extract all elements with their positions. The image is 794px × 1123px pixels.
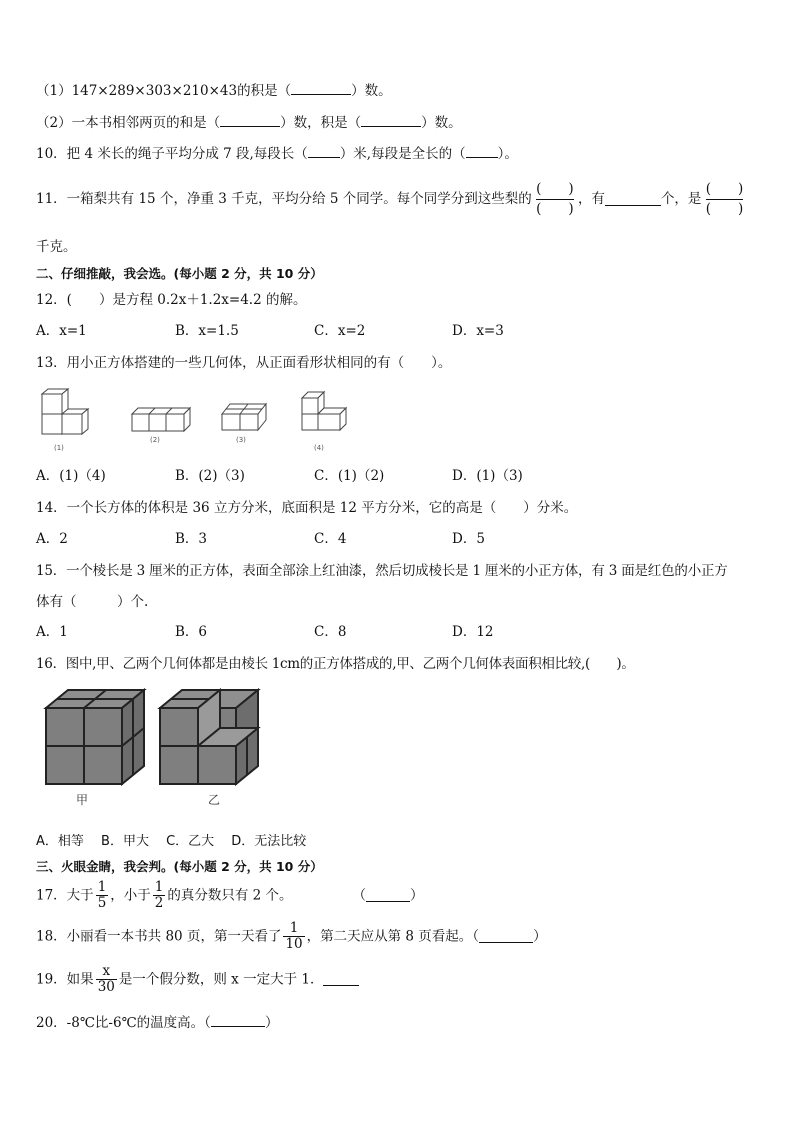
q14-option-b[interactable]: B．3 [175, 531, 208, 547]
fraction-x-over-30: $\frac{x}{30}$ [97, 963, 115, 995]
section-2-heading: 二、仔细推敲，我会选。(每小题 2 分，共 10 分） [36, 266, 323, 281]
figure-2-label: (2) [150, 436, 160, 444]
q15-option-a[interactable]: A．1 [36, 624, 68, 640]
q12-option-b[interactable]: B．x=1.5 [175, 323, 239, 339]
q13-option-b[interactable]: B．(2)（3) [175, 468, 245, 484]
q14-option-a[interactable]: A．2 [36, 531, 68, 547]
q15-option-b[interactable]: B．6 [175, 624, 208, 640]
figure-1-cubes [42, 389, 88, 434]
q12-option-c[interactable]: C．x=2 [314, 323, 366, 339]
question-12: 12．( ）是方程 0.2x＋1.2x=4.2 的解。 [36, 292, 307, 308]
answer-blank[interactable] [220, 114, 280, 127]
answer-blank[interactable] [479, 930, 533, 943]
q15-option-c[interactable]: C．8 [314, 624, 347, 640]
answer-blank[interactable] [605, 193, 661, 206]
fraction-one-fifth: $\frac{1}{5}$ [97, 879, 107, 911]
answer-blank[interactable] [211, 1014, 265, 1027]
q14-option-d[interactable]: D．5 [452, 531, 485, 547]
answer-blank[interactable] [291, 82, 351, 95]
figure-jia [46, 690, 144, 784]
q13-option-d[interactable]: D．(1)（3) [452, 468, 523, 484]
fraction-one-half: $\frac{1}{2}$ [154, 879, 164, 911]
q16-figures [36, 686, 266, 814]
question-17: 17．大于 $\frac{1}{5}$ ，小于 $\frac{1}{2}$ 的真分数只有 2 个。 （ ） [36, 879, 424, 911]
figure-yi [160, 690, 258, 784]
q12-option-d[interactable]: D．x=3 [452, 323, 504, 339]
q14-option-c[interactable]: C．4 [314, 531, 347, 547]
figure-jia-label: 甲 [76, 793, 89, 807]
question-10: 10．把 4 米长的绳子平均分成 7 段,每段长（ ）米,每段是全长的（ ）。 [36, 146, 518, 162]
question-15-line1: 15．一个棱长是 3 厘米的正方体，表面全部涂上红油漆，然后切成棱长是 1 厘米的小正方体，有 3 面是红色的小正方 [36, 563, 728, 579]
blank-fraction[interactable]: ( ) ( ) [536, 181, 574, 217]
q13-figures [36, 386, 366, 458]
q15-option-d[interactable]: D．12 [452, 624, 494, 640]
question-16: 16．图中,甲、乙两个几何体都是由棱长 1cm的正方体搭成的,甲、乙两个几何体表面积相比较,( )。 [36, 656, 635, 672]
fraction-one-tenth: $\frac{1}{10}$ [285, 920, 303, 952]
figure-yi-label: 乙 [208, 793, 221, 807]
figure-1-label: (1) [54, 444, 64, 452]
section-3-heading: 三、火眼金睛，我会判。(每小题 2 分，共 10 分） [36, 859, 323, 874]
q12-option-a[interactable]: A．x=1 [36, 323, 87, 339]
figure-4-label: (4) [314, 444, 324, 452]
figure-4-cubes [302, 392, 346, 430]
answer-blank[interactable] [323, 973, 359, 986]
question-15-line2: 体有（ ）个. [36, 594, 149, 610]
blank-fraction[interactable]: ( ) ( ) [705, 181, 744, 217]
answer-blank[interactable] [466, 145, 498, 158]
question-18: 18．小丽看一本书共 80 页，第一天看了 $\frac{1}{10}$ ，第二天应从第 8 页看起。（ ） [36, 920, 547, 952]
question-14: 14．一个长方体的体积是 36 立方分米，底面积是 12 平方分米，它的高是（ ）分米。 [36, 500, 578, 516]
question-13: 13．用小正方体搭建的一些几何体，从正面看形状相同的有（ ）。 [36, 355, 452, 371]
q9-sub1: （1）147×289×303×210×43的积是（ ）数。 [36, 83, 392, 99]
q13-option-a[interactable]: A．(1)（4) [36, 468, 106, 484]
q13-option-c[interactable]: C．(1)（2) [314, 468, 385, 484]
answer-blank[interactable] [366, 889, 410, 902]
question-20: 20．-8℃比-6℃的温度高。（ ） [36, 1015, 279, 1031]
question-19: 19．如果 $\frac{x}{30}$ 是一个假分数，则 x 一定大于 1． [36, 964, 359, 995]
answer-blank[interactable] [361, 114, 421, 127]
figure-2-cubes [132, 408, 190, 431]
question-11-unit: 千克。 [36, 239, 77, 255]
figure-3-label: (3) [236, 436, 246, 444]
q16-options[interactable]: A．相等 B．甲大 C．乙大 D．无法比较 [36, 834, 307, 849]
answer-blank[interactable] [308, 145, 340, 158]
q9-sub2: （2）一本书相邻两页的和是（ ）数，积是（ ）数。 [36, 115, 462, 131]
figure-3-cubes [222, 404, 266, 430]
question-11: 11．一箱梨共有 15 个，净重 3 千克，平均分给 5 个同学。每个同学分到这些梨的 ( ) ( ) ，有 个，是 ( ) ( ) [36, 181, 744, 217]
